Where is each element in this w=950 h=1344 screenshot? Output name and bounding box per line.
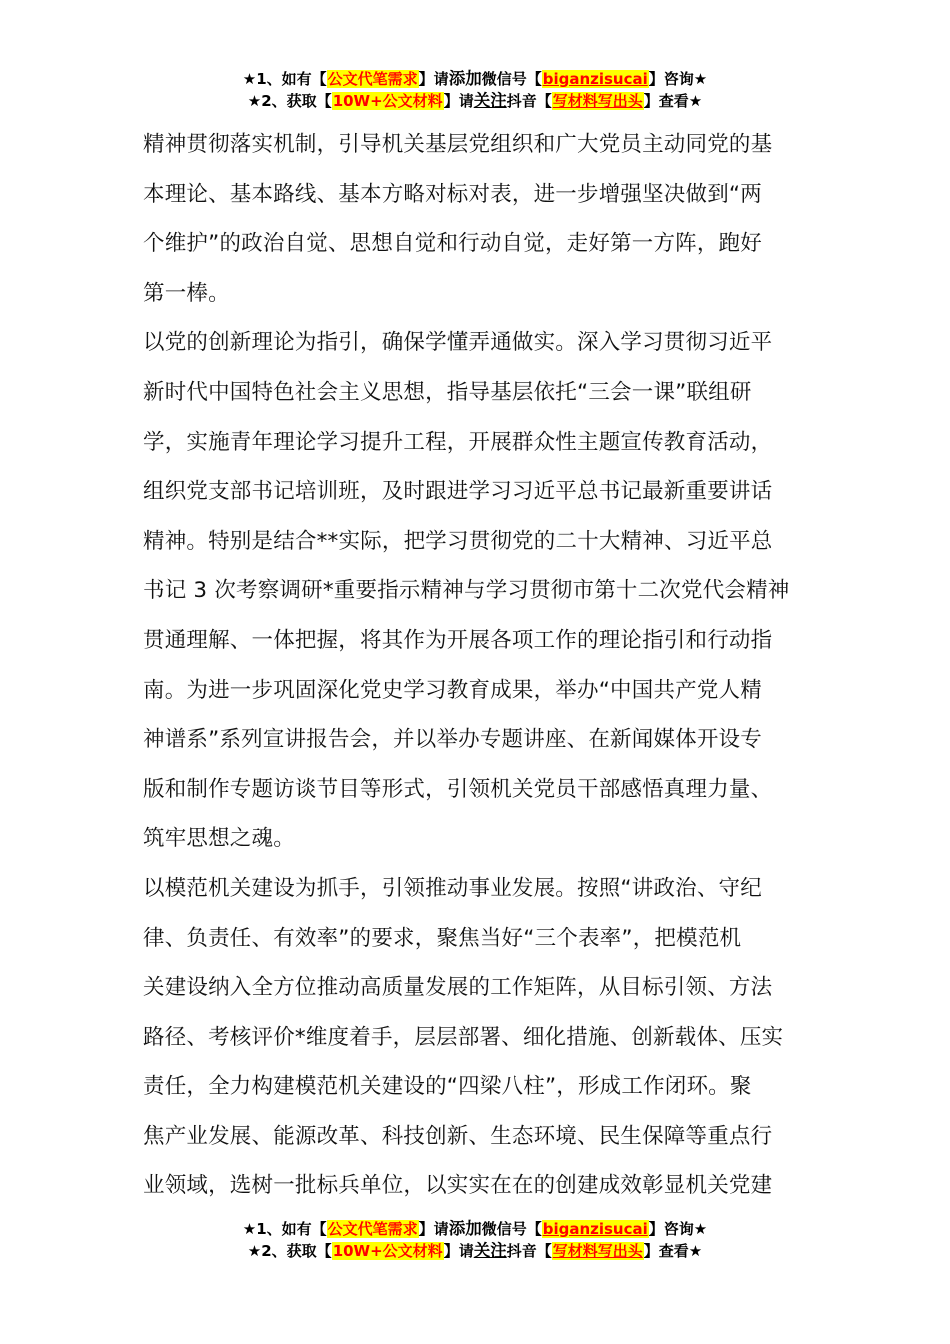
banner-text: 】咨询★	[648, 70, 708, 88]
banner-text: 】请	[443, 92, 474, 110]
body-line: 律、负责任、有效率”的要求，聚焦当好“三个表率”，把模范机	[143, 925, 742, 951]
wechat-id-tag: biganzisucai	[542, 70, 648, 88]
banner-text: 抖音【	[506, 1242, 552, 1260]
highlight-tag: 10W+公文材料	[332, 92, 443, 110]
body-line: 以党的创新理论为指引，确保学懂弄通做实。深入学习贯彻习近平	[143, 330, 773, 356]
banner-line-2	[0, 91, 950, 113]
banner-emphasis: 添加	[448, 69, 482, 88]
body-line: 焦产业发展、能源改革、科技创新、生态环境、民生保障等重点行	[143, 1123, 773, 1149]
body-line: 业领域，选树一批标兵单位，以实实在在的创建成效彰显机关党建	[143, 1173, 773, 1199]
body-line: 贯通理解、一体把握，将其作为开展各项工作的理论指引和行动指	[143, 627, 773, 653]
body-line: 神谱系”系列宣讲报告会，并以举办专题讲座、在新闻媒体开设专	[143, 727, 762, 753]
banner-text: ★2、获取【	[247, 92, 332, 110]
document-body	[143, 120, 808, 1211]
body-line: 路径、考核评价*维度着手，层层部署、细化措施、创新载体、压实	[143, 1024, 784, 1050]
banner-text: 微信号【	[481, 70, 542, 88]
body-line: 责任，全力构建模范机关建设的“四梁八柱”，形成工作闭环。聚	[143, 1074, 752, 1100]
body-line: 以模范机关建设为抓手，引领推动事业发展。按照“讲政治、守纪	[143, 875, 762, 901]
highlight-tag: 公文代笔需求	[327, 1220, 418, 1238]
body-line: 版和制作专题访谈节目等形式，引领机关党员干部感悟真理力量、	[143, 776, 773, 802]
banner-text: ★1、如有【	[242, 1220, 327, 1238]
highlight-tag: 10W+公文材料	[332, 1242, 443, 1260]
body-line: 本理论、基本路线、基本方略对标对表，进一步增强坚决做到“两	[143, 181, 762, 207]
banner-text: 】查看★	[643, 1242, 703, 1260]
body-line: 筑牢思想之魂。	[143, 826, 295, 852]
banner-emphasis: 添加	[448, 1219, 482, 1238]
banner-text: 】请	[418, 1220, 449, 1238]
banner-text: 微信号【	[481, 1220, 542, 1238]
douyin-account-tag: 写材料写出头	[552, 1242, 643, 1260]
body-line: 第一棒。	[143, 280, 230, 306]
body-line: 精神贯彻落实机制，引导机关基层党组织和广大党员主动同党的基	[143, 132, 773, 157]
banner-line-1	[0, 69, 950, 91]
banner-text: 】请	[418, 70, 449, 88]
banner-text: ★1、如有【	[242, 70, 327, 88]
douyin-account-tag: 写材料写出头	[552, 92, 643, 110]
body-line: 关建设纳入全方位推动高质量发展的工作矩阵，从目标引领、方法	[143, 975, 773, 1001]
body-line: 新时代中国特色社会主义思想，指导基层依托“三会一课”联组研	[143, 379, 752, 405]
banner-line-1	[0, 1219, 950, 1241]
banner-text: 】查看★	[643, 92, 703, 110]
body-line: 学，实施青年理论学习提升工程，开展群众性主题宣传教育活动，	[143, 429, 773, 455]
header-banner	[0, 69, 950, 113]
highlight-tag: 公文代笔需求	[327, 70, 418, 88]
footer-banner	[0, 1219, 950, 1263]
body-line: 组织党支部书记培训班，及时跟进学习习近平总书记最新重要讲话	[143, 479, 773, 505]
body-line: 南。为进一步巩固深化党史学习教育成果，举办“中国共产党人精	[143, 677, 762, 703]
banner-text: 抖音【	[506, 92, 552, 110]
body-line: 个维护”的政治自觉、思想自觉和行动自觉，走好第一方阵，跑好	[143, 231, 762, 257]
body-line: 书记 3 次考察调研*重要指示精神与学习贯彻市第十二次党代会精神	[143, 578, 790, 604]
banner-line-2	[0, 1241, 950, 1263]
wechat-id-tag: biganzisucai	[542, 1220, 648, 1238]
banner-emphasis: 关注	[473, 91, 507, 110]
body-line: 精神。特别是结合**实际，把学习贯彻党的二十大精神、习近平总	[143, 528, 773, 554]
banner-text: ★2、获取【	[247, 1242, 332, 1260]
banner-text: 】请	[443, 1242, 474, 1260]
banner-text: 】咨询★	[648, 1220, 708, 1238]
banner-emphasis: 关注	[473, 1241, 507, 1260]
